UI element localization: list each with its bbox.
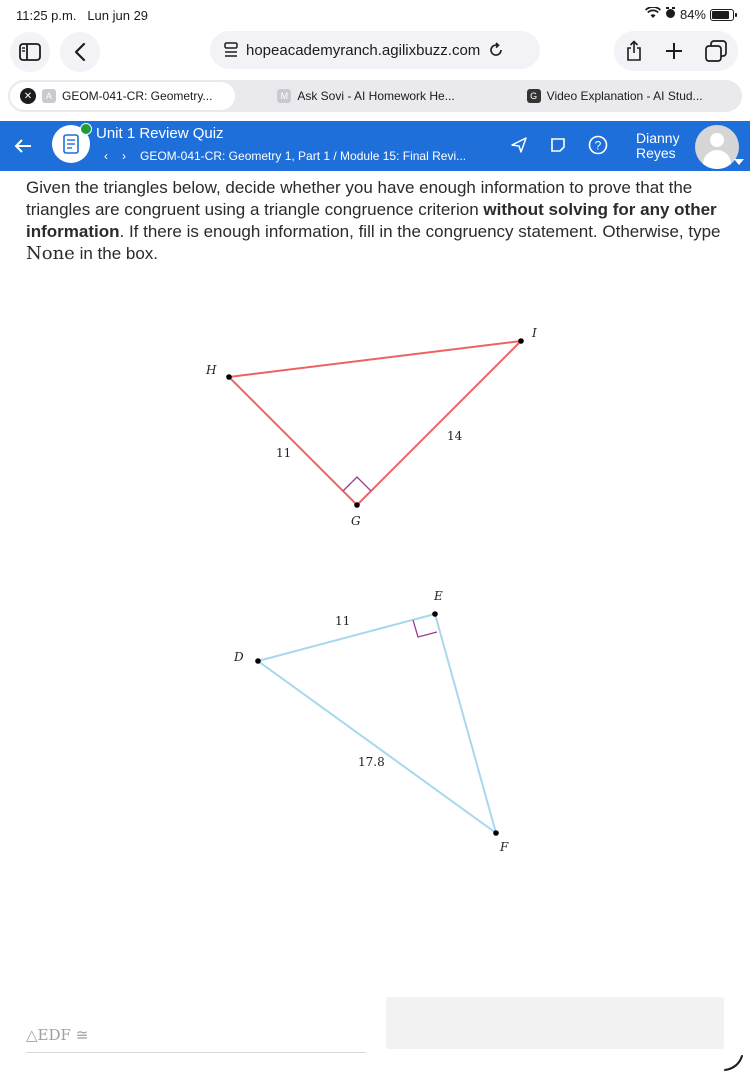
avatar[interactable] <box>695 125 739 169</box>
svg-text:?: ? <box>594 138 602 153</box>
tab-video-explanation[interactable] <box>493 89 742 103</box>
vertex-d-point <box>255 658 261 664</box>
tab-favicon: A <box>42 89 56 103</box>
tab-label: Video Explanation - AI Stud... <box>546 89 703 103</box>
status-bar <box>0 0 750 30</box>
address-bar[interactable] <box>210 31 540 69</box>
back-button[interactable] <box>60 32 100 72</box>
tab-label: Ask Sovi - AI Homework He... <box>297 89 455 103</box>
browser-toolbar <box>0 30 750 74</box>
vertex-e-point <box>432 611 438 617</box>
vertex-g-label: G <box>351 514 361 528</box>
tab-favicon: G <box>527 89 541 103</box>
side-de-length: 11 <box>335 614 351 628</box>
tab-label: GEOM-041-CR: Geometry... <box>62 89 213 103</box>
vertex-h-point <box>226 374 232 380</box>
congruence-statement-label: △EDF ≅ <box>26 1026 89 1044</box>
vertex-h-label: H <box>206 363 217 377</box>
triangle-def <box>233 589 509 854</box>
completed-check-icon <box>80 123 92 135</box>
side-df-length: 17.8 <box>358 755 385 769</box>
tab-favicon: M <box>277 89 291 103</box>
answer-underline <box>26 1052 366 1053</box>
vertex-i-label: I <box>532 326 537 340</box>
vertex-g-point <box>354 502 360 508</box>
prev-item-icon[interactable]: ‹ <box>104 149 108 163</box>
scroll-indicator-icon <box>722 1050 746 1074</box>
share-icon[interactable] <box>625 40 643 62</box>
tabs-overview-icon[interactable] <box>705 40 727 62</box>
wifi-icon <box>645 7 661 22</box>
back-arrow-icon[interactable] <box>14 134 32 160</box>
answer-input[interactable] <box>386 997 724 1049</box>
user-last-name: Reyes <box>636 145 676 161</box>
right-angle-marker <box>343 477 371 491</box>
triangles-figure <box>0 300 750 870</box>
battery-percent: 84% <box>679 7 706 22</box>
chevron-left-icon <box>74 42 86 62</box>
side-hg-length: 11 <box>276 446 292 460</box>
question-part1: Given the triangles below, decide whether you have enough information to prove that the triangles are congruent using a triangle congruence criterion <box>26 178 693 219</box>
vertex-f-label: F <box>500 840 509 854</box>
question-part3: in the box. <box>74 244 159 263</box>
new-tab-icon[interactable] <box>665 42 683 60</box>
send-icon[interactable] <box>510 136 528 154</box>
vertex-d-label: D <box>234 650 244 664</box>
tab-strip <box>8 80 742 112</box>
question-part2: . If there is enough information, fill in the congruency statement. Otherwise, type <box>119 222 721 241</box>
vertex-i-point <box>518 338 524 344</box>
browser-actions <box>614 31 738 71</box>
alarm-icon <box>665 7 676 22</box>
user-name[interactable] <box>636 131 680 161</box>
tab-geometry[interactable] <box>10 82 235 110</box>
breadcrumb-text[interactable]: GEOM-041-CR: Geometry 1, Part 1 / Module 15: Final Revi... <box>140 149 467 163</box>
next-item-icon[interactable]: › <box>122 149 126 163</box>
side-gi-length: 14 <box>447 429 463 443</box>
right-angle-marker <box>413 620 437 637</box>
header-actions <box>510 135 608 155</box>
reload-icon[interactable] <box>488 42 504 58</box>
question-none-word: None <box>26 243 75 264</box>
question-emphasis: without solving for any other information <box>26 200 717 241</box>
note-icon[interactable] <box>550 137 566 153</box>
vertex-e-label: E <box>434 589 443 603</box>
question-text <box>26 177 726 265</box>
status-right <box>645 7 734 22</box>
battery-icon <box>710 9 734 21</box>
status-time: 11:25 p.m. Lun jun 29 <box>16 8 149 23</box>
url-text: hopeacademyranch.agilixbuzz.com <box>246 41 481 59</box>
close-tab-icon[interactable]: ✕ <box>20 88 36 104</box>
sidebar-icon <box>19 43 41 61</box>
course-header <box>0 121 750 171</box>
breadcrumb <box>104 149 466 163</box>
user-first-name: Dianny <box>636 130 680 146</box>
chevron-down-icon[interactable] <box>734 159 744 165</box>
triangle-hig <box>205 326 537 528</box>
vertex-f-point <box>493 830 499 836</box>
page-menu-icon <box>224 42 238 58</box>
page-title: Unit 1 Review Quiz <box>96 125 224 142</box>
sidebar-toggle-button[interactable] <box>10 32 50 72</box>
help-icon[interactable] <box>588 135 608 155</box>
tab-ask-sovi[interactable] <box>237 89 492 103</box>
